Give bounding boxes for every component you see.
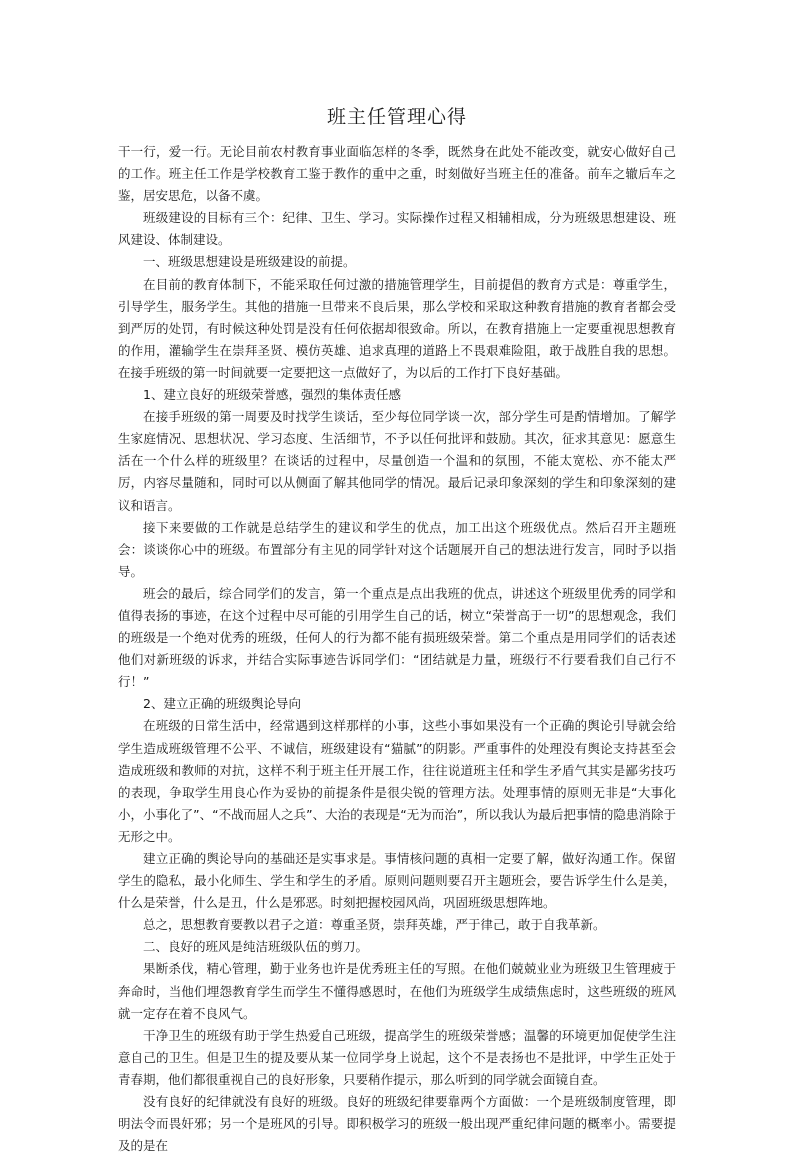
paragraph: 在班级的日常生活中，经常遇到这样那样的小事，这些小事如果没有一个正确的舆论引导就会给学生造成班级管理不公平、不诚信，班级建设有“猫腻”的阴影。严重事件的处理没有舆论支持甚至会造成班级和教师的对抗，这样不利于班主任开展工作，往往说道班主任和学生矛盾气其实是鄙劣技巧的表现，争取学生用良心作为妥协的前提条件是很尖锐的管理方法。处理事情的原则无非是“大事化小，小事化了”、“不战而屈人之兵”、大治的表现是“无为而治”，所以我认为最后把事情的隐患消除于无形之中。 — [118, 718, 676, 844]
paragraph: 班会的最后，综合同学们的发言，第一个重点是点出我班的优点，讲述这个班级里优秀的同学和值得表扬的事迹，在这个过程中尽可能的引用学生自己的话，树立“荣誉高于一切”的思想观念，我们的班级是一个绝对优秀的班级，任何人的行为都不能有损班级荣誉。第二个重点是用同学们的话表述他们对新班级的诉求，并结合实际事迹告诉同学们：“团结就是力量，班级行不行要看我们自己行不行！” — [118, 585, 676, 690]
paragraph: 班级建设的目标有三个：纪律、卫生、学习。实际操作过程又相辅相成，分为班级思想建设、班风建设、体制建设。 — [118, 210, 676, 248]
paragraph: 干净卫生的班级有助于学生热爱自己班级，提高学生的班级荣誉感；温馨的环境更加促使学生注意自己的卫生。但是卫生的提及要从某一位同学身上说起，这个不是表扬也不是批评，中学生正处于青春期，他们都很重视自己的良好形象，只要稍作提示，那么听到的同学就会面镜自查。 — [118, 1027, 676, 1087]
subsection-heading: 2、建立正确的班级舆论导向 — [143, 696, 301, 712]
paragraph: 果断杀伐，精心管理，勤于业务也许是优秀班主任的写照。在他们兢兢业业为班级卫生管理疲于奔命时，当他们埋怨教育学生而学生不懂得感恩时，在他们为班级学生成绩焦虑时，这些班级的班风就一定存在着不良风气。 — [118, 961, 676, 1021]
paragraph: 接下来要做的工作就是总结学生的建议和学生的优点，加工出这个班级优点。然后召开主题班会：谈谈你心中的班级。布置部分有主见的同学针对这个话题展开自己的想法进行发言，同时予以指导。 — [118, 519, 676, 579]
paragraph: 在目前的教育体制下，不能采取任何过激的措施管理学生，目前提倡的教育方式是：尊重学生，引导学生，服务学生。其他的措施一旦带来不良后果，那么学校和采取这种教育措施的教育者都会受到严厉的处罚，有时候这种处罚是没有任何依据却很致命。所以，在教育措施上一定要重视思想教育的作用，灌输学生在崇拜圣贤、模仿英雄、追求真理的道路上不畏艰难险阻，敢于战胜自我的思想。在接手班级的第一时间就要一定要把这一点做好了，为以后的工作打下良好基础。 — [118, 276, 676, 380]
paragraph: 总之，思想教育要教以君子之道：尊重圣贤，崇拜英雄，严于律己，敢于自我革新。 — [143, 917, 606, 933]
paragraph: 在接手班级的第一周要及时找学生谈话，至少每位同学谈一次，部分学生可是酌情增加。了解学生家庭情况、思想状况、学习态度、生活细节，不予以任何批评和鼓励。其次，征求其意见：愿意生活在一个什么样的班级里？在谈话的过程中，尽量创造一个温和的氛围，不能太宽松、亦不能太严厉，内容尽量随和，同时可以从侧面了解其他同学的情况。最后记录印象深刻的学生和印象深刻的建议和语言。 — [118, 409, 676, 513]
paragraph: 干一行，爱一行。无论目前农村教育事业面临怎样的冬季，既然身在此处不能改变，就安心做好自己的工作。班主任工作是学校教育工鉴于教作的重中之重，时刻做好当班主任的准备。前车之辙后车之鉴，居安思危，以备不虞。 — [118, 144, 676, 204]
paragraph: 建立正确的舆论导向的基础还是实事求是。事情核问题的真相一定要了解，做好沟通工作。保留学生的隐私，最小化师生、学生和学生的矛盾。原则问题则要召开主题班会，要告诉学生什么是美，什么是荣誉，什么是丑，什么是邪恶。时刻把握校园风尚，巩固班级思想阵地。 — [118, 851, 676, 911]
subsection-heading: 1、建立良好的班级荣誉感，强烈的集体责任感 — [143, 387, 401, 403]
document-title: 班主任管理心得 — [326, 106, 467, 128]
document-body — [118, 141, 676, 1157]
paragraph: 没有良好的纪律就没有良好的班级。良好的班级纪律要靠两个方面做：一个是班级制度管理，即明法令而畏奸邪；另一个是班风的引导。即积极学习的班级一般出现严重纪律问题的概率小。需要提及的是在 — [118, 1094, 676, 1154]
section-heading: 二、良好的班风是纯洁班级队伍的剪刀。 — [143, 939, 369, 955]
section-heading: 一、班级思想建设是班级建设的前提。 — [143, 254, 356, 270]
